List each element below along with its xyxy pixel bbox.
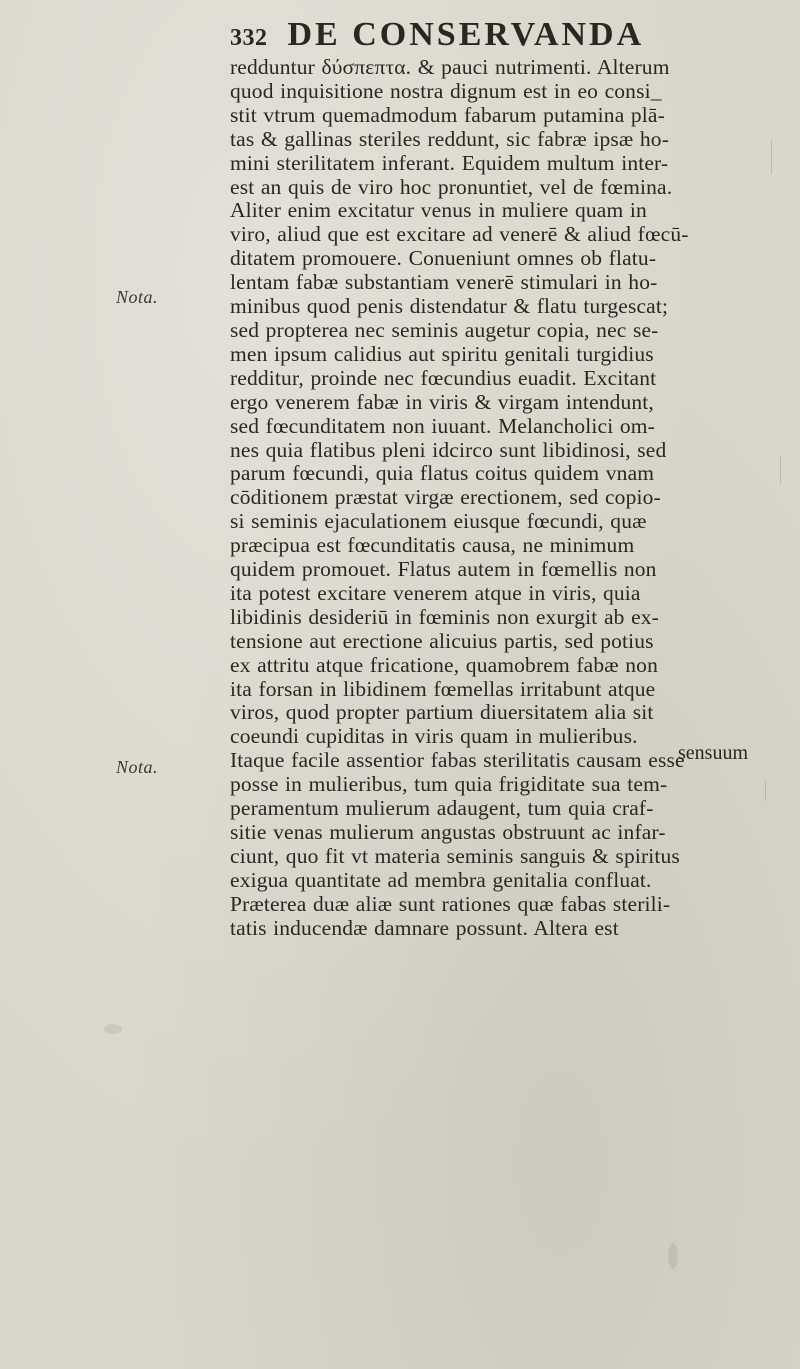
text-line: ergo venerem fabæ in viris & virgam intendunt, (230, 390, 654, 414)
page-number: 332 (230, 25, 268, 51)
page-header (230, 18, 710, 58)
text-line: libidinis desideriū in fœminis non exurgit ab ex- (230, 605, 659, 629)
text-line: stit vtrum quemadmodum fabarum putamina plā- (230, 103, 665, 127)
text-line: lentam fabæ substantiam venerē stimulari in ho- (230, 271, 658, 295)
text-line: sitie venas mulierum angustas obstruunt ac infar- (230, 821, 666, 844)
text-line: men ipsum calidius aut spiritu genitali turgidius (230, 342, 654, 366)
text-line: viro, aliud que est excitare ad venerē & aliud fœcū- (230, 223, 689, 247)
text-line: Præterea duæ aliæ sunt rationes quæ fabas sterili- (230, 892, 671, 916)
text-line: nes quia flatibus pleni idcirco sunt libidinosi, sed (230, 438, 667, 462)
text-line: redditur, proinde nec fœcundius euadit. Excitant (230, 366, 657, 390)
text-line: sed propterea nec seminis augetur copia, nec se- (230, 318, 659, 342)
text-line: exigua quantitate ad membra genitalia confluat. (230, 868, 652, 892)
text-line: quidem promouet. Flatus autem in fœmellis non (230, 558, 657, 582)
paper-bleed-mark (771, 140, 772, 174)
text-line: peramentum mulierum adaugent, tum quia craf- (230, 797, 654, 821)
text-line: est an quis de viro hoc pronuntiet, vel de fœmina. (230, 175, 673, 199)
text-line: posse in mulieribus, tum quia frigiditate sua tem- (230, 773, 668, 797)
text-line: ditatem promouere. Conueniunt omnes ob flatu- (230, 247, 657, 271)
catchword: sensuum (678, 742, 748, 764)
paper-stain (104, 1024, 122, 1034)
text-line: minibus quod penis distendatur & flatu turgescat; (230, 295, 669, 319)
text-line: tatis inducendæ damnare possunt. Altera est (230, 916, 619, 940)
paper-bleed-mark (765, 781, 766, 801)
text-line: coeundi cupiditas in viris quam in mulieribus. (230, 725, 638, 749)
text-line: si seminis ejaculationem eiusque fœcundi, quæ (230, 510, 647, 534)
text-line: tensione aut erectione alicuius partis, sed potius (230, 629, 654, 653)
paper-stain (668, 1243, 678, 1269)
text-line: præcipua est fœcunditatis causa, ne minimum (230, 534, 635, 558)
text-line: Aliter enim excitatur venus in muliere quam in (230, 199, 647, 223)
text-line: ciunt, quo fit vt materia seminis sanguis & spiritus (230, 844, 680, 868)
text-line: quod inquisitione nostra dignum est in eo consi_ (230, 79, 662, 103)
text-line: sed fœcunditatem non iuuant. Melancholici om- (230, 414, 655, 438)
margin-note-second: Nota. (116, 757, 159, 777)
text-line: Itaque facile assentior fabas sterilitatis causam esse (230, 749, 685, 773)
main-text-block (230, 56, 795, 941)
text-line: ita forsan in libidinem fœmellas irritabunt atque (230, 677, 656, 701)
text-line: ex attritu atque fricatione, quamobrem fabæ non (230, 653, 658, 677)
margin-note-first: Nota. (116, 287, 159, 307)
running-head-title: DE CONSERVANDA (287, 16, 645, 53)
text-line: cōditionem præstat virgæ erectionem, sed copio- (230, 486, 661, 510)
text-line: parum fœcundi, quia flatus coitus quidem vnam (230, 462, 655, 486)
text-line: ita potest excitare venerem atque in viris, quia (230, 581, 641, 605)
text-line: tas & gallinas steriles reddunt, sic fabræ ipsæ ho- (230, 127, 670, 151)
text-line: mini sterilitatem inferant. Equidem multum inter- (230, 151, 669, 175)
paper-bleed-mark (780, 456, 781, 484)
text-line: viros, quod propter partium diuersitatem alia sit (230, 701, 654, 725)
text-line: redduntur δύσπεπτα. & pauci nutrimenti. Alterum (230, 56, 670, 79)
